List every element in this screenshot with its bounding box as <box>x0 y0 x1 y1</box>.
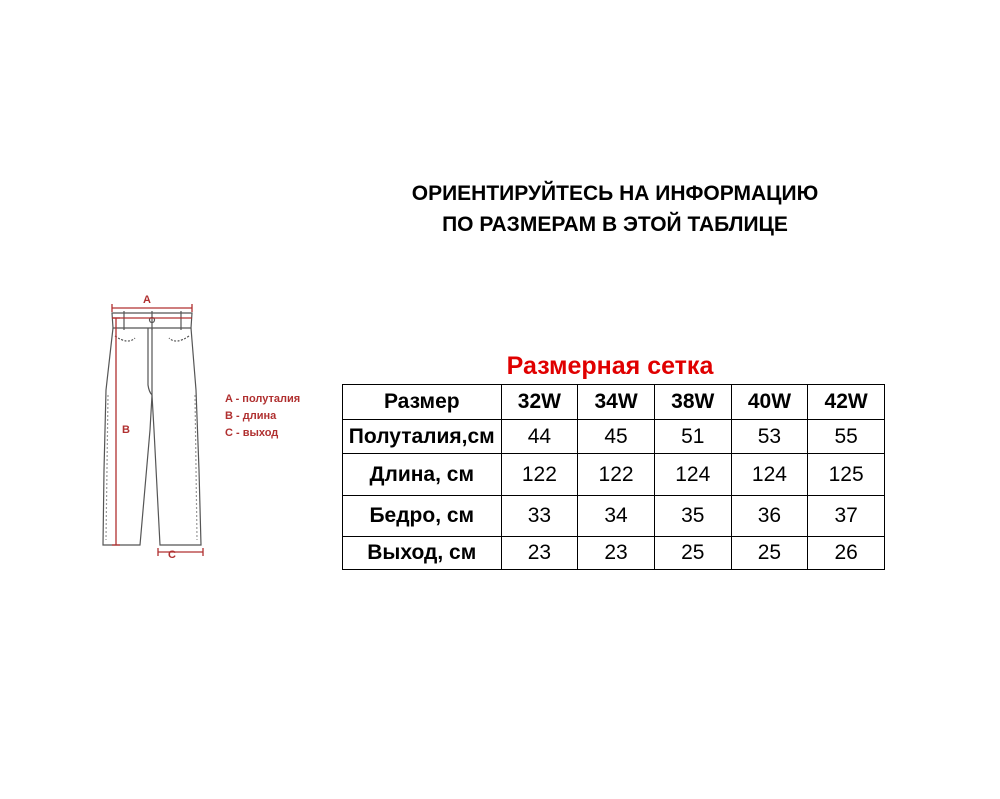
cell: 23 <box>578 537 655 570</box>
cell: 122 <box>578 454 655 496</box>
diagram-legend <box>225 391 300 442</box>
table-row <box>343 454 885 496</box>
cell: 34 <box>578 496 655 537</box>
label-a: A <box>143 294 151 306</box>
legend-item-a: A - полуталия <box>225 393 301 405</box>
cell: 122 <box>501 454 578 496</box>
row-label-length: Длина, см <box>343 454 502 496</box>
cell: 25 <box>731 537 808 570</box>
cell: 23 <box>501 537 578 570</box>
size-34w: 34W <box>578 385 655 420</box>
row-label-waist: Полуталия,см <box>343 420 502 454</box>
cell: 124 <box>654 454 731 496</box>
cell: 25 <box>654 537 731 570</box>
cell: 35 <box>654 496 731 537</box>
size-42w: 42W <box>808 385 885 420</box>
cell: 55 <box>808 420 885 454</box>
cell: 44 <box>501 420 578 454</box>
cell: 125 <box>808 454 885 496</box>
page-heading <box>360 178 870 240</box>
heading-line-1: ОРИЕНТИРУЙТЕСЬ НА ИНФОРМАЦИЮ <box>411 182 819 205</box>
row-label-hip: Бедро, см <box>343 496 502 537</box>
legend-item-b: B - длина <box>225 410 277 422</box>
table-row <box>343 420 885 454</box>
size-38w: 38W <box>654 385 731 420</box>
size-32w: 32W <box>501 385 578 420</box>
cell: 26 <box>808 537 885 570</box>
header-label: Размер <box>343 385 502 420</box>
label-c: C <box>168 549 176 561</box>
heading-line-2: ПО РАЗМЕРАМ В ЭТОЙ ТАБЛИЦЕ <box>442 213 788 236</box>
cell: 51 <box>654 420 731 454</box>
size-table-title: Размерная сетка <box>506 352 714 380</box>
cell: 37 <box>808 496 885 537</box>
cell: 33 <box>501 496 578 537</box>
table-header-row <box>343 385 885 420</box>
label-b: B <box>122 424 130 436</box>
size-table <box>342 384 885 570</box>
cell: 53 <box>731 420 808 454</box>
pants-diagram <box>0 0 340 799</box>
table-row <box>343 496 885 537</box>
size-40w: 40W <box>731 385 808 420</box>
cell: 124 <box>731 454 808 496</box>
row-label-opening: Выход, см <box>343 537 502 570</box>
cell: 45 <box>578 420 655 454</box>
table-row <box>343 537 885 570</box>
legend-item-c: C - выход <box>225 427 279 439</box>
cell: 36 <box>731 496 808 537</box>
